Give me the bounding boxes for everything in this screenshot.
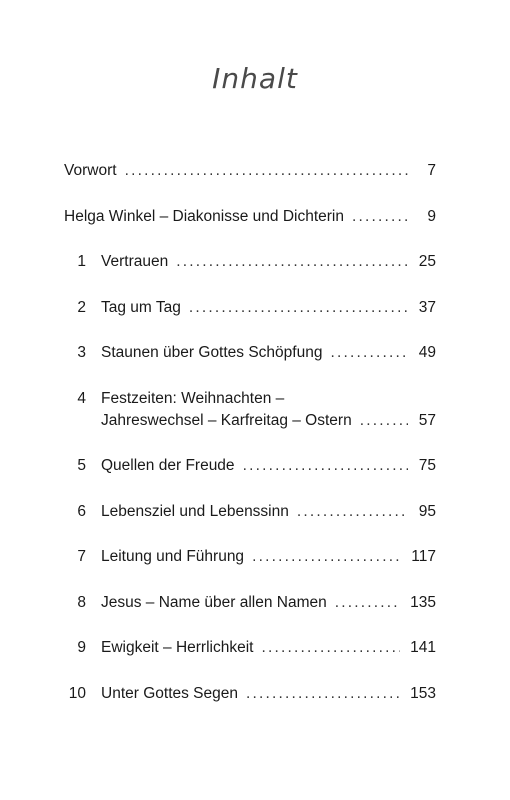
toc-entry-chapter-10 bbox=[64, 683, 436, 705]
toc-entry-title: Staunen über Gottes Schöpfung bbox=[101, 344, 323, 361]
dot-leader bbox=[335, 592, 400, 614]
dot-leader bbox=[176, 251, 408, 273]
toc-entry-line bbox=[101, 251, 436, 273]
toc-page-number: 135 bbox=[410, 593, 436, 611]
dot-leader bbox=[243, 455, 408, 477]
toc-entry-line bbox=[101, 592, 436, 614]
toc-entry-chapter-6 bbox=[64, 501, 436, 523]
table-of-contents bbox=[64, 160, 436, 728]
toc-entry-chapter-4 bbox=[64, 388, 436, 432]
toc-entry-line bbox=[64, 160, 436, 182]
toc-page-number: 117 bbox=[411, 548, 436, 565]
toc-page-number: 25 bbox=[418, 253, 436, 270]
toc-entry-title: Tag um Tag bbox=[101, 298, 181, 316]
toc-entry-chapter-7 bbox=[64, 546, 436, 568]
toc-entry-line bbox=[101, 637, 436, 659]
toc-entry-biography bbox=[64, 206, 436, 228]
toc-page-number: 57 bbox=[418, 411, 436, 429]
toc-entry-title: Jesus – Name über allen Namen bbox=[101, 593, 327, 611]
dot-leader bbox=[330, 342, 408, 364]
dot-leader bbox=[261, 637, 400, 659]
toc-entry-line bbox=[101, 388, 436, 410]
toc-entry-title: Helga Winkel – Diakonisse und Dichterin bbox=[64, 207, 344, 225]
chapter-number: 6 bbox=[77, 502, 86, 520]
chapter-number: 4 bbox=[77, 389, 86, 407]
toc-entry-line bbox=[101, 501, 436, 523]
toc-entry-title: Leitung und Führung bbox=[101, 548, 245, 565]
toc-entry-chapter-8 bbox=[64, 592, 436, 614]
toc-entry-chapter-1 bbox=[64, 251, 436, 273]
toc-page-number: 95 bbox=[418, 502, 436, 520]
chapter-number: 9 bbox=[77, 639, 86, 656]
dot-leader bbox=[125, 160, 408, 182]
chapter-number: 10 bbox=[68, 684, 86, 702]
toc-page-number: 7 bbox=[427, 162, 436, 179]
dot-leader bbox=[189, 297, 408, 319]
dot-leader bbox=[352, 206, 408, 228]
chapter-number: 5 bbox=[77, 457, 86, 474]
toc-entry-line bbox=[101, 683, 436, 705]
dot-leader bbox=[246, 683, 400, 705]
toc-entry-line bbox=[101, 342, 436, 364]
toc-entry-title-continued: Jahreswechsel – Karfreitag – Ostern bbox=[101, 411, 352, 429]
toc-entry-title: Vertrauen bbox=[101, 253, 169, 270]
toc-entry-title: Festzeiten: Weihnachten – bbox=[101, 389, 285, 407]
toc-entry-line bbox=[101, 546, 436, 568]
toc-entry-chapter-5 bbox=[64, 455, 436, 477]
toc-entry-title: Unter Gottes Segen bbox=[101, 684, 238, 702]
toc-entry-line bbox=[101, 410, 436, 432]
toc-page-number: 49 bbox=[418, 344, 436, 361]
toc-entry-line bbox=[64, 206, 436, 228]
chapter-number: 2 bbox=[77, 298, 86, 316]
chapter-number: 1 bbox=[77, 253, 86, 270]
toc-entry-title: Vorwort bbox=[64, 162, 117, 179]
toc-entry-line bbox=[101, 297, 436, 319]
dot-leader bbox=[360, 410, 408, 432]
toc-page-number: 37 bbox=[418, 298, 436, 316]
chapter-number: 7 bbox=[77, 548, 86, 565]
toc-entry-chapter-9 bbox=[64, 637, 436, 659]
toc-entry-title: Lebensziel und Lebenssinn bbox=[101, 502, 289, 520]
toc-entry-vorwort bbox=[64, 160, 436, 182]
dot-leader bbox=[297, 501, 408, 523]
toc-entry-chapter-3 bbox=[64, 342, 436, 364]
dot-leader bbox=[252, 546, 401, 568]
toc-entry-chapter-2 bbox=[64, 297, 436, 319]
toc-entry-title: Ewigkeit – Herrlichkeit bbox=[101, 639, 254, 656]
chapter-number: 3 bbox=[77, 344, 86, 361]
chapter-number: 8 bbox=[77, 593, 86, 611]
toc-page-number: 9 bbox=[427, 207, 436, 225]
toc-page-number: 75 bbox=[418, 457, 436, 474]
toc-page-number: 153 bbox=[410, 684, 436, 702]
toc-entry-title: Quellen der Freude bbox=[101, 457, 235, 474]
toc-page-number: 141 bbox=[410, 639, 436, 656]
toc-entry-line bbox=[101, 455, 436, 477]
page-title: Inhalt bbox=[212, 62, 298, 95]
